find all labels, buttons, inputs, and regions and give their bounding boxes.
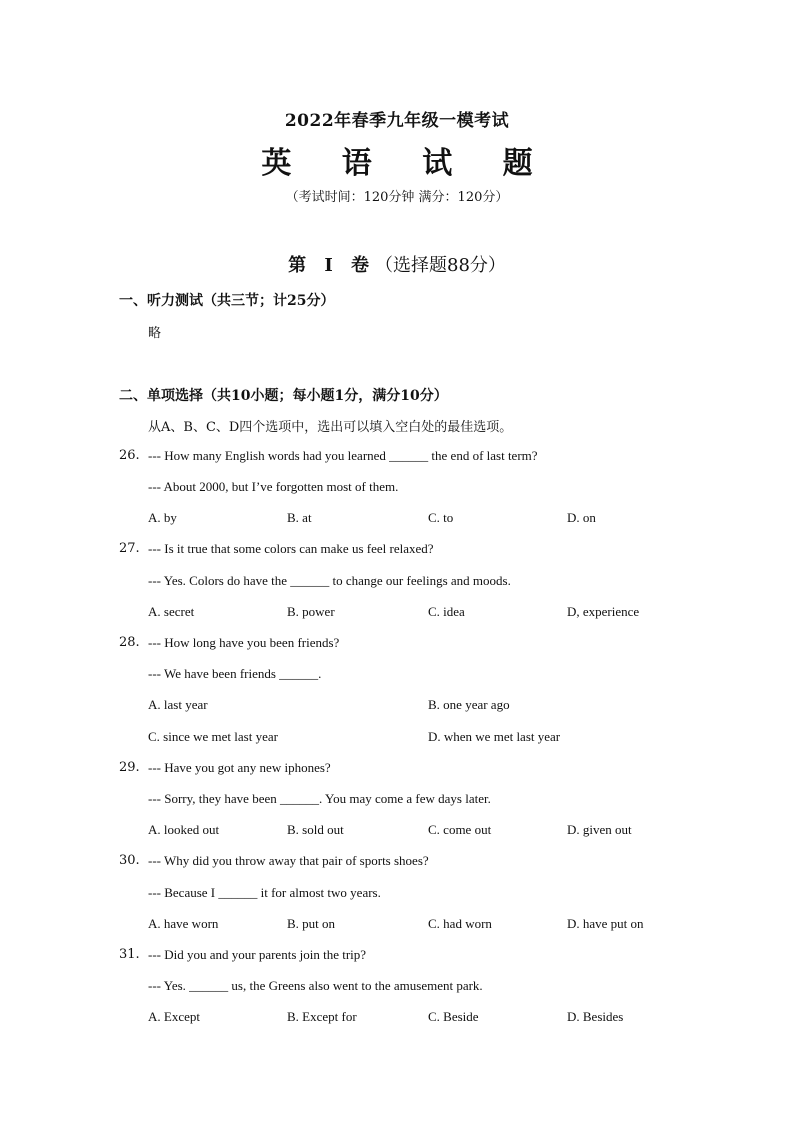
- option-d: D. given out: [567, 822, 632, 837]
- question-prompt: --- Have you got any new iphones?: [148, 760, 331, 775]
- question-number: 29.: [119, 760, 140, 775]
- option-c: C. to: [428, 510, 454, 525]
- option-b: B. Except for: [287, 1009, 357, 1024]
- option-d: D. when we met last year: [428, 729, 561, 744]
- option-d: D, experience: [567, 604, 640, 619]
- option-c: C. Beside: [428, 1009, 479, 1024]
- question-prompt: --- Is it true that some colors can make us feel relaxed?: [148, 541, 434, 556]
- section-instruction: 从A、B、C、D四个选项中，选出可以填入空白处的最佳选项。: [148, 420, 513, 435]
- option-d: D. Besides: [567, 1009, 624, 1024]
- option-c: C. idea: [428, 604, 465, 619]
- option-b: B. power: [287, 604, 335, 619]
- section-note: 略: [148, 326, 162, 341]
- option-b: B. one year ago: [428, 697, 510, 712]
- option-b: B. at: [287, 510, 312, 525]
- option-a: A. have worn: [148, 916, 219, 931]
- option-a: A. secret: [148, 604, 195, 619]
- question-number: 30.: [119, 853, 140, 868]
- option-c: C. since we met last year: [148, 729, 278, 744]
- option-a: A. Except: [148, 1009, 200, 1024]
- option-a: A. looked out: [148, 822, 220, 837]
- question-response: --- About 2000, but I’ve forgotten most of them.: [148, 479, 399, 494]
- option-d: D. have put on: [567, 916, 644, 931]
- part-title: [0, 251, 794, 277]
- question-prompt: --- Why did you throw away that pair of sports shoes?: [148, 853, 429, 868]
- section-heading-single-choice: 二、单项选择（共10小题；每小题1分，满分10分）: [119, 388, 448, 404]
- question-number: 28.: [119, 635, 140, 650]
- question-prompt: --- How many English words had you learned ______ the end of last term?: [148, 448, 538, 463]
- exam-name: 2022年春季九年级一模考试: [284, 111, 510, 131]
- part-title-rest: （选择题88分）: [375, 255, 506, 276]
- question-response: --- Sorry, they have been ______. You may come a few days later.: [148, 791, 491, 806]
- part-title-main: 第 Ⅰ 卷: [288, 255, 376, 276]
- exam-info: （考试时间：120分钟 满分：120分）: [285, 190, 509, 205]
- option-c: C. come out: [428, 822, 492, 837]
- section-heading-listening: 一、听力测试（共三节；计25分）: [119, 293, 335, 309]
- question-number: 27.: [119, 541, 140, 556]
- question-response: --- Yes. Colors do have the ______ to change our feelings and moods.: [148, 573, 511, 588]
- option-c: C. had worn: [428, 916, 492, 931]
- question-response: --- Yes. ______ us, the Greens also went to the amusement park.: [148, 978, 483, 993]
- question-number: 26.: [119, 448, 140, 463]
- option-d: D. on: [567, 510, 596, 525]
- option-b: B. put on: [287, 916, 336, 931]
- question-response: --- We have been friends ______.: [148, 666, 322, 681]
- question-prompt: --- Did you and your parents join the trip?: [148, 947, 367, 962]
- option-a: A. by: [148, 510, 177, 525]
- question-response: --- Because I ______ it for almost two years.: [148, 885, 381, 900]
- subject-title: 英 语 试 题: [261, 146, 553, 181]
- option-b: B. sold out: [287, 822, 344, 837]
- question-number: 31.: [119, 947, 140, 962]
- question-prompt: --- How long have you been friends?: [148, 635, 340, 650]
- option-a: A. last year: [148, 697, 208, 712]
